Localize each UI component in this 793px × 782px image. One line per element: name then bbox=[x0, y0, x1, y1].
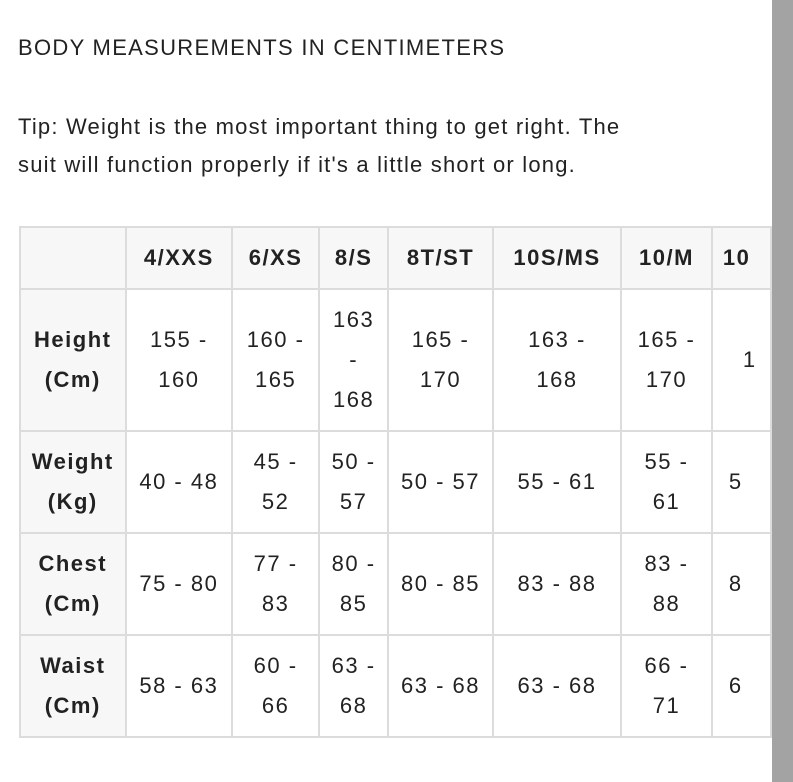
cell-text: 85 bbox=[339, 591, 368, 616]
cell-text: 55 - 61 bbox=[517, 469, 597, 494]
cell-text: 80 - 85 bbox=[401, 571, 481, 596]
table-cell bbox=[232, 289, 319, 431]
table-header-row bbox=[20, 227, 771, 289]
column-header: 8T/ST bbox=[388, 227, 493, 289]
cell-text: - bbox=[349, 347, 359, 372]
table-cell bbox=[319, 635, 388, 737]
cell-text: 155 - bbox=[150, 327, 208, 352]
row-header bbox=[20, 533, 126, 635]
cell-text: 6 bbox=[728, 673, 743, 698]
table-cell bbox=[493, 431, 621, 533]
table-cell bbox=[319, 431, 388, 533]
column-header: 10/M bbox=[621, 227, 712, 289]
table-cell bbox=[621, 289, 712, 431]
cell-text: 52 bbox=[261, 489, 290, 514]
table-cell bbox=[621, 533, 712, 635]
column-header: 4/XXS bbox=[126, 227, 233, 289]
cell-text: 168 bbox=[536, 367, 578, 392]
column-header: 6/XS bbox=[232, 227, 319, 289]
cell-text: 71 bbox=[652, 693, 681, 718]
table-cell bbox=[232, 431, 319, 533]
table-cell bbox=[126, 533, 233, 635]
table-cell bbox=[712, 533, 771, 635]
row-label: Weight bbox=[31, 449, 114, 474]
cell-text: 165 bbox=[254, 367, 297, 392]
cell-text: 165 - bbox=[411, 327, 470, 352]
table-cell bbox=[388, 533, 493, 635]
table-cell bbox=[319, 533, 388, 635]
cell-text: 77 - bbox=[253, 551, 298, 576]
header-corner-cell bbox=[20, 227, 126, 289]
table-cell bbox=[388, 289, 493, 431]
table-cell bbox=[712, 289, 771, 431]
column-header: 10 bbox=[712, 227, 771, 289]
vertical-scrollbar[interactable] bbox=[772, 0, 793, 782]
table-cell bbox=[126, 635, 233, 737]
cell-text: 88 bbox=[652, 591, 681, 616]
cell-text: 168 bbox=[333, 387, 375, 412]
table-cell bbox=[232, 533, 319, 635]
cell-text: 57 bbox=[339, 489, 368, 514]
cell-text: 163 - bbox=[528, 327, 586, 352]
row-unit: (Cm) bbox=[44, 591, 101, 616]
table-cell bbox=[126, 431, 233, 533]
tip-line-1: Tip: Weight is the most important thing to get right. The bbox=[18, 114, 621, 139]
cell-text: 66 bbox=[261, 693, 290, 718]
size-chart-table bbox=[19, 226, 772, 738]
cell-text: 66 - bbox=[644, 653, 689, 678]
cell-text: 75 - 80 bbox=[139, 571, 219, 596]
row-header bbox=[20, 431, 126, 533]
table-cell bbox=[232, 635, 319, 737]
table-row bbox=[20, 289, 771, 431]
row-unit: (Cm) bbox=[44, 367, 101, 392]
cell-text: 55 - bbox=[644, 449, 689, 474]
cell-text: 58 - 63 bbox=[139, 673, 219, 698]
table-cell bbox=[621, 431, 712, 533]
row-label: Waist bbox=[40, 653, 106, 678]
cell-text: 83 - bbox=[644, 551, 689, 576]
table-cell bbox=[493, 533, 621, 635]
column-header: 8/S bbox=[319, 227, 388, 289]
table-cell bbox=[493, 635, 621, 737]
cell-text: 45 - bbox=[253, 449, 298, 474]
cell-text: 63 - bbox=[331, 653, 376, 678]
table-cell bbox=[712, 431, 771, 533]
cell-text: 160 bbox=[158, 367, 200, 392]
cell-text: 163 bbox=[333, 307, 375, 332]
cell-text: 60 - bbox=[253, 653, 298, 678]
table-cell bbox=[388, 431, 493, 533]
cell-text: 165 - bbox=[637, 327, 696, 352]
page-title: BODY MEASUREMENTS IN CENTIMETERS bbox=[18, 35, 506, 60]
cell-text: 50 - 57 bbox=[401, 469, 481, 494]
cell-text: 170 bbox=[645, 367, 688, 392]
column-header: 10S/MS bbox=[493, 227, 621, 289]
table-cell bbox=[388, 635, 493, 737]
table-cell bbox=[621, 635, 712, 737]
cell-text: 5 bbox=[728, 469, 743, 494]
table-cell bbox=[712, 635, 771, 737]
tip-line-2: suit will function properly if it's a little short or long. bbox=[18, 152, 576, 177]
table-cell bbox=[126, 289, 233, 431]
cell-text: 63 - 68 bbox=[401, 673, 481, 698]
table-cell bbox=[493, 289, 621, 431]
row-header bbox=[20, 289, 126, 431]
cell-text: 8 bbox=[728, 571, 743, 596]
row-header bbox=[20, 635, 126, 737]
table-row bbox=[20, 635, 771, 737]
row-label: Chest bbox=[38, 551, 108, 576]
row-label: Height bbox=[34, 327, 112, 352]
row-unit: (Cm) bbox=[44, 693, 101, 718]
cell-text: 170 bbox=[419, 367, 462, 392]
cell-text: 160 - bbox=[246, 327, 305, 352]
row-unit: (Kg) bbox=[47, 489, 98, 514]
cell-text: 40 - 48 bbox=[139, 469, 219, 494]
cell-text: 68 bbox=[339, 693, 368, 718]
table-cell bbox=[319, 289, 388, 431]
cell-text: 61 bbox=[652, 489, 681, 514]
cell-text: 83 bbox=[261, 591, 290, 616]
table-row bbox=[20, 533, 771, 635]
cell-text: 50 - bbox=[331, 449, 376, 474]
cell-text: 80 - bbox=[331, 551, 376, 576]
cell-text: 63 - 68 bbox=[517, 673, 597, 698]
cell-text: 83 - 88 bbox=[517, 571, 597, 596]
cell-text: 1 bbox=[742, 347, 757, 372]
tip-text bbox=[18, 108, 758, 184]
table-row bbox=[20, 431, 771, 533]
